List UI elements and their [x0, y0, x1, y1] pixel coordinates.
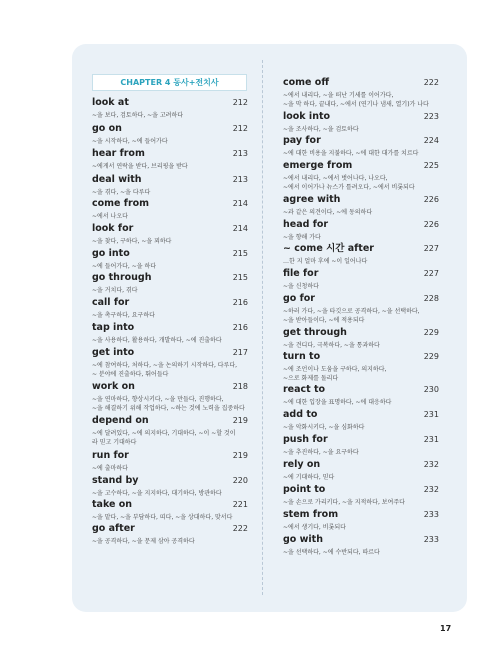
entry-page: 215 — [232, 249, 248, 258]
list-item — [283, 326, 439, 350]
entry-definition: ~을 맡다, ~을 부담하다, 띠다, ~을 상대하다, 맞서다 — [92, 514, 233, 521]
entry-definition: ~하러 가다, ~을 타깃으로 공격하다, ~을 선택하다, ~을 받아들이다, ~에 적용되다 — [283, 308, 420, 324]
entry-definition: ~을 악화시키다, ~을 심화하다 — [283, 424, 365, 431]
entry-page: 231 — [423, 435, 439, 444]
entry-term: go into — [92, 248, 130, 259]
list-item — [92, 222, 248, 246]
list-item — [283, 458, 439, 482]
list-item — [283, 242, 439, 266]
entry-term: look into — [283, 111, 331, 122]
entry-definition: ~에 대한 입장을 표명하다, ~에 대응하다 — [283, 399, 392, 406]
entry-definition: ~에 대한 비용을 지불하다, ~에 대한 대가를 치르다 — [283, 150, 419, 157]
entry-term: file for — [283, 268, 319, 279]
entry-term: go through — [92, 272, 152, 283]
entry-definition: ~에 참여하다, 처하다, ~을 논의하기 시작하다, 다루다, ~ 분야에 진출하다, 뛰어들다 — [92, 362, 238, 378]
entry-term: react to — [283, 384, 326, 395]
entry-term: agree with — [283, 194, 341, 205]
entry-page: 227 — [423, 269, 439, 278]
entry-page: 229 — [423, 352, 439, 361]
entry-term: work on — [92, 381, 135, 392]
entry-definition: ~에 달려있다, ~에 의지하다, 기대하다, ~이 ~할 것이 라 믿고 기대하다 — [92, 430, 236, 446]
entry-page: 232 — [423, 485, 439, 494]
list-item — [283, 350, 439, 383]
entry-page: 216 — [232, 323, 248, 332]
entry-page: 228 — [423, 294, 439, 303]
list-item — [283, 193, 439, 217]
list-item — [283, 76, 439, 109]
entry-definition: ~을 신청하다 — [283, 283, 319, 290]
entry-definition: ~에서 나오다 — [92, 213, 128, 220]
list-item — [92, 321, 248, 345]
entry-page: 224 — [423, 136, 439, 145]
entry-term: go on — [92, 123, 122, 134]
entry-definition: ~을 손으로 가리키다, ~을 지적하다, 보여주다 — [283, 499, 405, 506]
list-item — [92, 247, 248, 271]
entry-page: 212 — [232, 98, 248, 107]
list-item — [283, 134, 439, 158]
entry-page: 213 — [232, 175, 248, 184]
entry-page: 216 — [232, 298, 248, 307]
entry-definition: ~에서 생기다, 비롯되다 — [283, 524, 346, 531]
list-item — [92, 197, 248, 221]
entry-definition: ~을 조사하다, ~을 검토하다 — [283, 126, 359, 133]
entry-definition: ~을 촉구하다, 요구하다 — [92, 312, 155, 319]
entry-term: go after — [92, 523, 135, 534]
entry-page: 214 — [232, 224, 248, 233]
entry-page: 221 — [232, 500, 248, 509]
chapter-title: CHAPTER 4 동사+전치사 — [92, 74, 247, 91]
entry-definition: ~에 기대하다, 믿다 — [283, 474, 335, 481]
entry-page: 222 — [232, 524, 248, 533]
entry-term: push for — [283, 434, 328, 445]
entry-page: 231 — [423, 410, 439, 419]
entry-definition: ~에 들어가다, ~을 하다 — [92, 263, 157, 270]
list-item — [92, 147, 248, 171]
entry-page: 213 — [232, 149, 248, 158]
list-item — [92, 414, 248, 447]
entry-definition: ~과 같은 의견이다, ~에 동의하다 — [283, 209, 373, 216]
entry-definition: ~을 보다, 검토하다, ~을 고려하다 — [92, 112, 184, 119]
column-divider — [262, 60, 263, 595]
entry-page: 229 — [423, 328, 439, 337]
entry-definition: ~을 고수하다, ~을 지지하다, 대기하다, 방관하다 — [92, 490, 222, 497]
entry-page: 233 — [423, 535, 439, 544]
entry-page: 222 — [423, 78, 439, 87]
entry-term: emerge from — [283, 160, 353, 171]
entry-term: hear from — [92, 148, 145, 159]
list-item — [92, 498, 248, 522]
entry-term: turn to — [283, 351, 321, 362]
list-item — [283, 383, 439, 407]
page-number: 17 — [440, 624, 452, 633]
list-item — [283, 159, 439, 192]
list-item — [92, 271, 248, 295]
entry-term: rely on — [283, 459, 321, 470]
entry-term: deal with — [92, 174, 142, 185]
list-item — [92, 122, 248, 146]
entry-page: 225 — [423, 161, 439, 170]
entry-page: 219 — [232, 451, 248, 460]
list-item — [92, 296, 248, 320]
entry-page: 217 — [232, 348, 248, 357]
list-item — [283, 218, 439, 242]
list-item — [283, 292, 439, 325]
list-item — [283, 110, 439, 134]
entry-definition: ~을 사용하다, 활용하다, 개발하다, ~에 진출하다 — [92, 337, 222, 344]
entry-definition: ~을 견디다, 극복하다, ~을 통과하다 — [283, 342, 380, 349]
entry-term: run for — [92, 450, 129, 461]
entry-term: look for — [92, 223, 134, 234]
entry-term: stem from — [283, 509, 339, 520]
entry-page: 233 — [423, 510, 439, 519]
entry-page: 214 — [232, 199, 248, 208]
entry-term: call for — [92, 297, 130, 308]
list-item — [92, 346, 248, 379]
entry-definition: ~을 겪다, ~을 다루다 — [92, 189, 151, 196]
entry-term: tap into — [92, 322, 135, 333]
entry-definition: ~에서 내리다, ~에서 벗어나다, 나오다, ~에서 이어가나 뉴스가 틀려오다, ~에서 비롯되다 — [283, 175, 415, 191]
entry-term: go for — [283, 293, 315, 304]
entry-term: ~ come 시간 after — [283, 243, 374, 254]
entry-page: 223 — [423, 112, 439, 121]
entry-term: head for — [283, 219, 329, 230]
list-item — [283, 483, 439, 507]
entry-page: 215 — [232, 273, 248, 282]
entry-term: add to — [283, 409, 318, 420]
entry-definition: ~을 거치다, 겪다 — [92, 287, 138, 294]
entry-definition: ~을 추진하다, ~을 요구하다 — [283, 449, 359, 456]
entry-definition: ~을 공격하다, ~을 문제 삼아 공격하다 — [92, 538, 195, 545]
entry-term: depend on — [92, 415, 149, 426]
list-item — [92, 96, 248, 120]
entry-term: get through — [283, 327, 347, 338]
entry-definition: ~에 조언이나 도움을 구하다, 의지하다, ~으로 화제를 돌리다 — [283, 366, 387, 382]
list-item — [283, 267, 439, 291]
entry-definition: ~을 시작하다, ~에 들어가다 — [92, 138, 168, 145]
entry-definition: ~을 향해 가다 — [283, 234, 321, 241]
entry-page: 219 — [232, 416, 248, 425]
list-item — [283, 533, 439, 557]
entry-term: look at — [92, 97, 129, 108]
list-item — [92, 173, 248, 197]
list-item — [92, 474, 248, 498]
entry-term: stand by — [92, 475, 139, 486]
entry-page: 230 — [423, 385, 439, 394]
entry-page: 218 — [232, 382, 248, 391]
entry-definition: ~에게서 연락을 받다, 브리핑을 받다 — [92, 163, 188, 170]
list-item — [92, 522, 248, 546]
list-item — [283, 508, 439, 532]
list-item — [92, 449, 248, 473]
entry-term: come off — [283, 77, 330, 88]
entry-page: 226 — [423, 195, 439, 204]
entry-definition: ~을 선택하다, ~에 수반되다, 따르다 — [283, 549, 380, 556]
entry-page: 212 — [232, 124, 248, 133]
entry-term: come from — [92, 198, 150, 209]
entry-page: 226 — [423, 220, 439, 229]
entry-definition: ~을 연마하다, 향상시키다, ~을 만들다, 진행하다, ~을 해결하기 위해 작업하다, ~하는 것에 노력을 집중하다 — [92, 396, 245, 412]
entry-term: go with — [283, 534, 323, 545]
entry-page: 232 — [423, 460, 439, 469]
entry-definition: ~에 출마하다 — [92, 465, 128, 472]
entry-term: take on — [92, 499, 133, 510]
list-item — [283, 433, 439, 457]
list-item — [283, 408, 439, 432]
entry-page: 227 — [423, 244, 439, 253]
entry-term: get into — [92, 347, 135, 358]
entry-definition: ~을 찾다, 구하다, ~을 꾀하다 — [92, 238, 172, 245]
list-item — [92, 380, 248, 413]
entry-definition: ~에서 내리다, ~을 떠난 기세를 이어가다, ~을 막 하다, 끝내다, ~에서 (연기나 냄새, 열기)가 나다 — [283, 92, 429, 108]
entry-definition: …한 지 얼마 후에 ~이 일어나다 — [283, 258, 368, 265]
entry-page: 220 — [232, 476, 248, 485]
entry-term: point to — [283, 484, 326, 495]
entry-term: pay for — [283, 135, 321, 146]
